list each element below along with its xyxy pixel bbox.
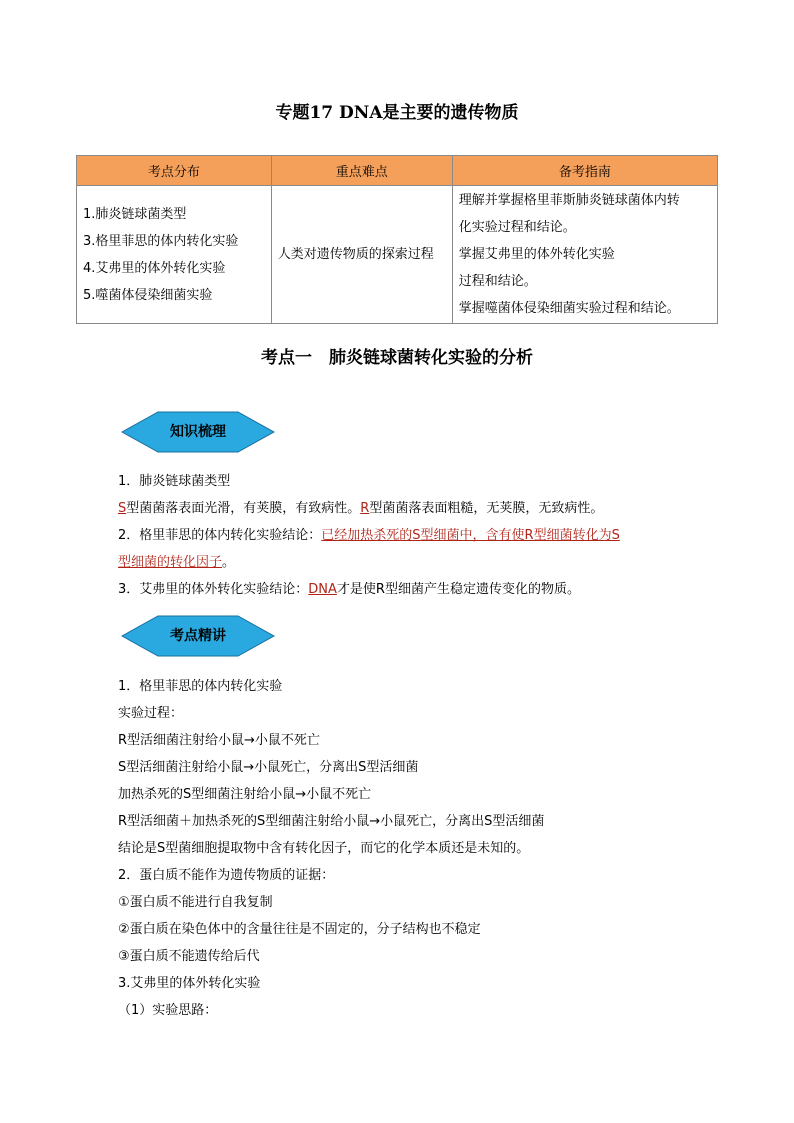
knowledge-review-badge bbox=[120, 410, 276, 454]
detail-line: （1）实验思路： bbox=[118, 1003, 218, 1018]
emphasis-text: R bbox=[360, 501, 370, 516]
detail-line: R型活细菌注射给小鼠→小鼠不死亡 bbox=[118, 733, 320, 748]
emphasis-text: DNA bbox=[308, 582, 337, 597]
table-row bbox=[77, 186, 718, 324]
document-title: 专题17 DNA是主要的遗传物质 bbox=[275, 103, 519, 123]
body-text: 型菌菌落表面光滑，有荚膜，有致病性。 bbox=[126, 501, 361, 516]
list-item: 掌握噬菌体侵染细菌实验过程和结论。 bbox=[458, 301, 680, 316]
list-item: 理解并掌握格里菲斯肺炎链球菌体内转 bbox=[458, 193, 680, 208]
knowledge-line-5 bbox=[118, 581, 580, 599]
table-header-cell: 备考指南 bbox=[452, 156, 717, 186]
detail-line: 结论是S型菌细胞提取物中含有转化因子，而它的化学本质还是未知的。 bbox=[118, 841, 530, 856]
detail-line: S型活细菌注射给小鼠→小鼠死亡，分离出S型活细菌 bbox=[118, 760, 419, 775]
badge-label: 知识梳理 bbox=[170, 424, 226, 440]
exam-points-cell bbox=[77, 186, 272, 324]
key-difficulty-cell bbox=[271, 186, 452, 324]
list-item: 过程和结论。 bbox=[458, 274, 537, 289]
emphasis-text: 已经加热杀死的S型细菌中，含有使R型细菌转化为S bbox=[321, 528, 620, 543]
knowledge-line-2 bbox=[118, 500, 603, 518]
emphasis-text: 型细菌的转化因子 bbox=[118, 555, 223, 570]
knowledge-line-3 bbox=[118, 527, 620, 545]
detail-line: 实验过程： bbox=[118, 706, 184, 721]
body-text: 型菌菌落表面粗糙，无荚膜，无致病性。 bbox=[369, 501, 604, 516]
detail-line: ③蛋白质不能遗传给后代 bbox=[118, 949, 260, 964]
detail-line: R型活细菌＋加热杀死的S型细菌注射给小鼠→小鼠死亡，分离出S型活细菌 bbox=[118, 814, 545, 829]
table-header-cell: 重点难点 bbox=[271, 156, 452, 186]
list-item: 化实验过程和结论。 bbox=[458, 220, 576, 235]
body-text: 2．格里菲思的体内转化实验结论： bbox=[118, 528, 322, 543]
list-item: 4.艾弗里的体外转化实验 bbox=[83, 260, 226, 276]
emphasis-text: S bbox=[118, 501, 127, 516]
study-guide-cell bbox=[452, 186, 717, 324]
list-item: 3.格里菲思的体内转化实验 bbox=[83, 233, 239, 249]
detail-line: ②蛋白质在染色体中的含量往往是不固定的，分子结构也不稳定 bbox=[118, 922, 481, 937]
table-header-row bbox=[77, 156, 718, 186]
detail-line: 1．格里菲思的体内转化实验 bbox=[118, 679, 283, 694]
overview-table bbox=[76, 155, 718, 324]
detail-line: ①蛋白质不能进行自我复制 bbox=[118, 895, 273, 910]
badge-label: 考点精讲 bbox=[170, 628, 226, 644]
knowledge-line-1: 1．肺炎链球菌类型 bbox=[118, 474, 231, 489]
table-header-cell: 考点分布 bbox=[77, 156, 272, 186]
detail-line: 2．蛋白质不能作为遗传物质的证据： bbox=[118, 868, 335, 883]
body-text: 3．艾弗里的体外转化实验结论： bbox=[118, 582, 309, 597]
list-item: 5.噬菌体侵染细菌实验 bbox=[83, 287, 213, 303]
list-item: 1.肺炎链球菌类型 bbox=[83, 206, 187, 222]
detail-line: 加热杀死的S型细菌注射给小鼠→小鼠不死亡 bbox=[118, 787, 372, 802]
list-item: 掌握艾弗里的体外转化实验 bbox=[458, 247, 615, 262]
knowledge-line-4 bbox=[118, 554, 235, 572]
detail-line: 3.艾弗里的体外转化实验 bbox=[118, 976, 261, 991]
body-text: 才是使R型细菌产生稳定遗传变化的物质。 bbox=[336, 582, 580, 597]
body-text: 。 bbox=[222, 555, 236, 570]
key-points-badge bbox=[120, 614, 276, 658]
section-heading: 考点一 肺炎链球菌转化实验的分析 bbox=[261, 348, 533, 368]
cell-text: 人类对遗传物质的探索过程 bbox=[277, 247, 434, 262]
